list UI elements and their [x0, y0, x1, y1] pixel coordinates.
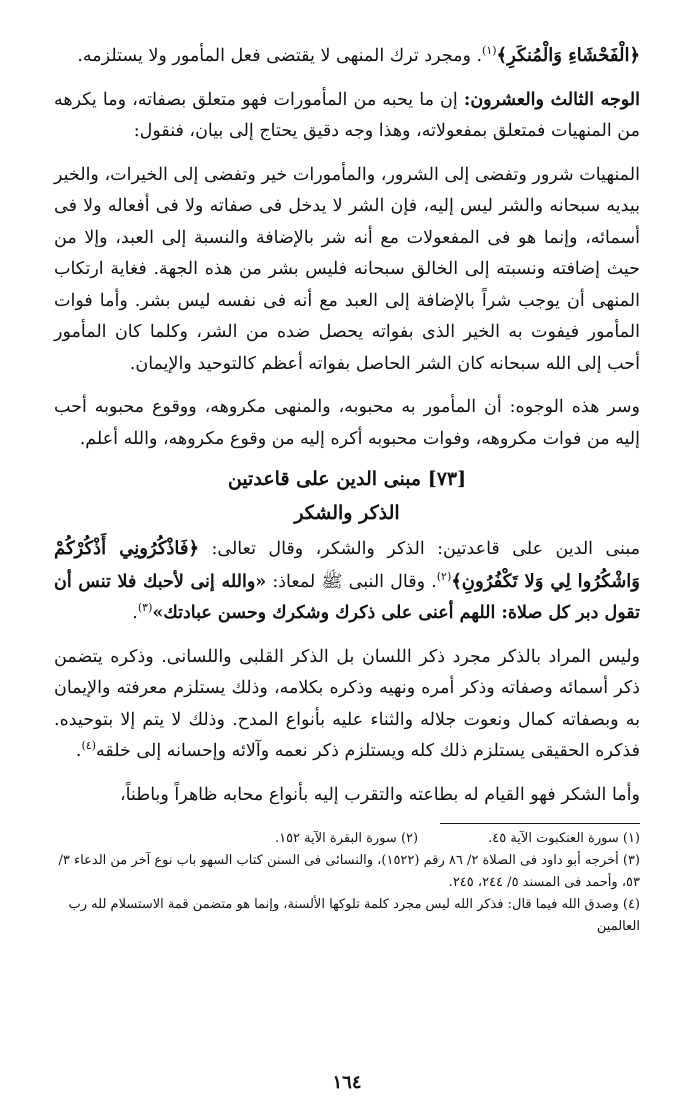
footnote-divider	[440, 823, 640, 824]
paragraph-text: مبنى الدين على قاعدتين: الذكر والشكر، وقال تعالى:	[199, 539, 640, 559]
footnote-4: (٤) وصدق الله فيما قال: فذكر الله ليس مجرد كلمة تلوكها الألسنة، وإنما هو متضمن قمة الاستسلام لله رب العالمين	[68, 897, 640, 934]
section-heading: [٧٣] مبنى الدين على قاعدتين	[227, 468, 467, 490]
paragraph-text: وسر هذه الوجوه: أن المأمور به محبوبه، والمنهى مكروهه، ووقوع محبوبه أحب إليه من فوات مكروهه، وفوات محبوبه أكره إليه من وقوع مكروهه، والله أعلم.	[54, 397, 640, 449]
hadith-quote: «والله إنى لأحبك فلا تنس أن تقول دبر كل صلاة: اللهم أعنى على ذكرك وشكرك وحسن عبادتك»	[54, 571, 640, 623]
footnote-2: (٢) سورة البقرة الآية ١٥٢.	[274, 831, 419, 846]
page-number: ١٦٤	[332, 1072, 362, 1093]
paragraph-secret	[54, 392, 640, 455]
footnote-row	[54, 828, 640, 850]
paragraph-continuation	[54, 40, 640, 73]
paragraph-text: المنهيات شرور وتفضى إلى الشرور، والمأمورات خير وتفضى إلى الخيرات، والخير بيديه سبحانه والشر ليس إليه، فإن الشر لا يدخل فى صفاته ولا فى أفعاله ولا فى أسمائه، وإنما هو فى المفعولات مع أنه شر بالإضافة والنسبة إلى العبد، وإلا من حيث إضافته ونسبته إلى الخالق سبحانه فليس بشر من هذه الجهة. فغاية ارتكاب المنهى أن يوجب شراً بالإضافة إلى العبد مع أنه فى نفسه ليس بشر. وأما فوات المأمور فيفوت به الخير الذى بفواته يحصل ضده من الشر، وكلما كان المأمور أحب إلى الله سبحانه كان الشر الحاصل بفواته أعظم كالتوحيد والإيمان.	[54, 164, 640, 374]
paragraph-text: . ومجرد ترك المنهى لا يقتضى فعل المأمور ولا يستلزمه.	[77, 46, 483, 66]
paragraph-aspect-23	[54, 85, 640, 148]
paragraph-text: .	[132, 603, 138, 623]
paragraph-dhikr	[54, 642, 640, 768]
paragraph-prohibitions	[54, 160, 640, 381]
quran-quote: ﴿الْفَحْشَاءِ وَالْمُنكَرِ﴾	[496, 45, 640, 66]
footnote-3: (٣) أخرجه أبو داود فى الصلاة ٢/ ٨٦ رقم (١٥٢٢)، والنسائى فى السنن كتاب السهو باب نوع آخر من الدعاء ٣/ ٥٣، وأحمد فى المسند ٥/ ٢٤٤، ٢٤٥.	[58, 853, 640, 890]
paragraph-text: وأما الشكر فهو القيام له بطاعته والتقرب إليه بأنواع محابه ظاهراً وباطناً،	[120, 784, 640, 805]
paragraph-two-rules	[54, 533, 640, 630]
paragraph-text: وليس المراد بالذكر مجرد ذكر اللسان بل الذكر القلبى واللسانى. وذكره يتضمن ذكر أسمائه وصفاته وذكر أمره ونهيه وذكره بكلامه، وذلك يستلزم معرفته والإيمان به وبصفاته كمال ونعوت جلاله والثناء عليه بأنواع المدح. وذلك لا يتم إلا بتوحيده. فذكره الحقيقى يستلزم ذلك كله ويستلزم ذكر نعمه وآلائه وإحسانه إلى خلقه	[54, 646, 640, 761]
paragraph-text: . وقال النبى ﷺ لمعاذ:	[266, 571, 437, 592]
quran-quote: ﴿فَاذْكُرُونِي أَذْكُرْكُمْ وَاشْكُرُوا لِي وَلا تَكْفُرُونِ﴾	[54, 538, 641, 592]
footnote-ref: (١)	[482, 44, 497, 58]
paragraph-shukr	[54, 780, 640, 812]
paragraph-text: .	[75, 741, 82, 761]
footnote-ref: (٢)	[436, 569, 452, 583]
footnote-ref: (٤)	[81, 739, 97, 753]
aspect-heading: الوجه الثالث والعشرون:	[463, 89, 640, 110]
footnote-1: (١) سورة العنكبوت الآية ٤٥.	[488, 831, 640, 846]
paragraph-text: إن ما يحبه من المأمورات فهو متعلق بصفاته، وما يكرهه من المنهيات فمتعلق بمفعولاته، وهذا وجه دقيق يحتاج إلى بيان، فنقول:	[54, 89, 640, 141]
section-subheading: الذكر والشكر	[294, 502, 400, 524]
footnotes	[54, 828, 640, 938]
footnote-ref: (٣)	[137, 601, 153, 615]
